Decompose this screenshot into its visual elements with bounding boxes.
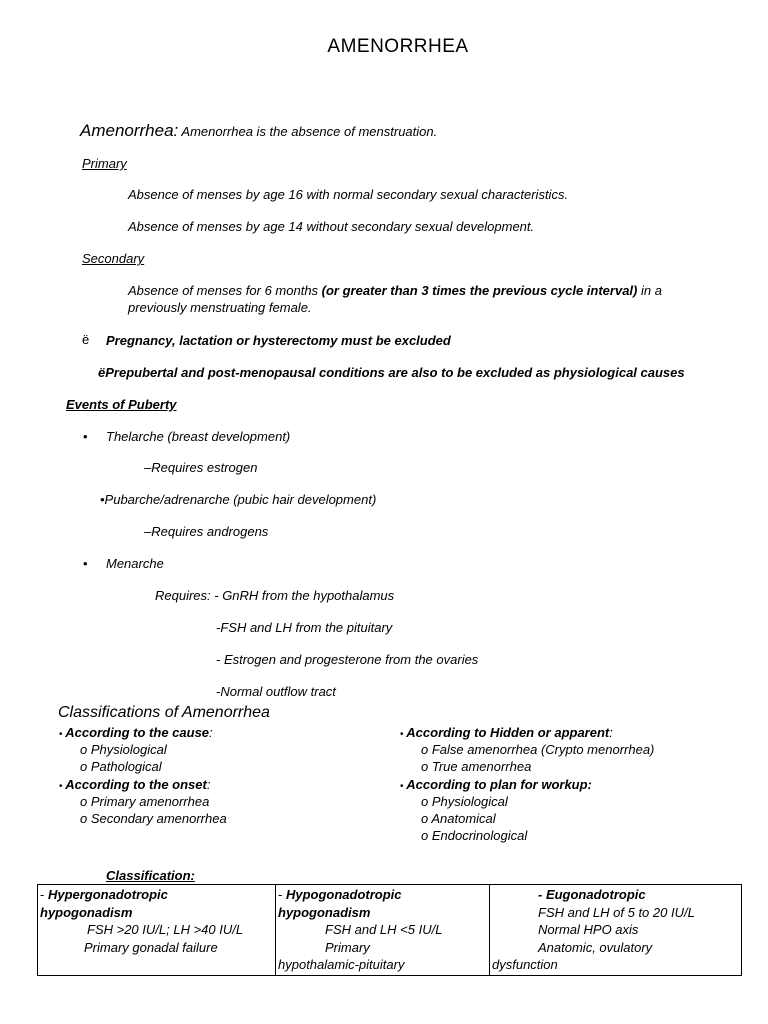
menarche-requires-3: - Estrogen and progesterone from the ovaries	[216, 652, 479, 667]
puberty-heading: Events of Puberty	[66, 397, 177, 412]
note-2: Prepubertal and post-menopausal conditions are also to be excluded as physiological causes	[105, 365, 685, 380]
menarche-requires-1: Requires: - GnRH from the hypothalamus	[155, 588, 395, 603]
note-marker-2: ë	[98, 365, 106, 380]
definition-term: Amenorrhea:	[80, 121, 179, 140]
pubarche-requires: –Requires androgens	[144, 524, 269, 539]
class-left-1-label: • According to the cause:	[59, 725, 213, 740]
classification-table-heading: Classification:	[106, 868, 195, 883]
classifications-heading: Classifications of Amenorrhea	[58, 704, 270, 721]
hypogonadotropic-line-3: hypothalamic-pituitary	[278, 957, 405, 972]
page-title: AMENORRHEA	[327, 36, 469, 57]
hypergonadotropic-line-2: Primary gonadal failure	[84, 939, 218, 955]
secondary-heading: Secondary	[82, 251, 145, 266]
thelarche: Thelarche (breast development)	[106, 429, 291, 444]
secondary-line-2: previously menstruating female.	[128, 300, 312, 315]
menarche: Menarche	[106, 556, 164, 571]
secondary-line-1a: Absence of menses for 6 months	[128, 283, 322, 298]
classification-table	[37, 884, 742, 976]
hypergonadotropic-line-1: FSH >20 IU/L; LH >40 IU/L	[87, 922, 244, 937]
bullet-thelarche: •	[83, 429, 88, 444]
menarche-requires-2: -FSH and LH from the pituitary	[216, 620, 393, 635]
note-1: Pregnancy, lactation or hysterectomy must be excluded	[106, 333, 451, 348]
secondary-line-1c: in a	[637, 283, 662, 298]
table-cell-eugonadotropic	[490, 885, 742, 976]
eugonadotropic-line-4: dysfunction	[492, 957, 558, 972]
note-2-line	[98, 365, 685, 380]
thelarche-requires: –Requires estrogen	[144, 460, 258, 475]
definition-text: Amenorrhea is the absence of menstruation.	[178, 124, 438, 139]
menarche-requires-4: -Normal outflow tract	[216, 684, 336, 699]
class-right-1-item-1: o False amenorrhea (Crypto menorrhea)	[421, 742, 655, 757]
hypogonadotropic-line-1: FSH and LH <5 IU/L	[325, 922, 443, 937]
class-left-2-label: • According to the onset:	[59, 777, 211, 792]
class-right-2-item-1: o Physiological	[421, 794, 508, 809]
secondary-line-1b: (or greater than 3 times the previous cycle interval)	[321, 283, 638, 298]
class-left-1-item-2: o Pathological	[80, 759, 162, 774]
hypogonadotropic-line-2: Primary	[325, 939, 370, 955]
class-right-2-item-3: o Endocrinological	[421, 828, 528, 843]
eugonadotropic-line-3: Anatomic, ovulatory	[538, 939, 653, 955]
definition-line	[80, 121, 437, 141]
hypogonadotropic-title: Hypogonadotropic	[285, 887, 402, 902]
class-left-1-item-1: o Physiological	[80, 742, 167, 757]
class-right-2-label: • According to plan for workup:	[400, 777, 592, 792]
bullet-menarche: •	[83, 556, 88, 571]
primary-heading: Primary	[82, 156, 127, 171]
class-left-2-item-1: o Primary amenorrhea	[80, 794, 210, 809]
primary-item-1: Absence of menses by age 16 with normal secondary sexual characteristics.	[128, 187, 569, 202]
eugonadotropic-title: - Eugonadotropic	[538, 887, 646, 902]
note-marker-1: ë	[82, 332, 90, 347]
eugonadotropic-line-1: FSH and LH of 5 to 20 IU/L	[538, 904, 695, 920]
table-row	[38, 885, 742, 976]
pubarche: •Pubarche/adrenarche (pubic hair development)	[100, 492, 377, 507]
hypergonadotropic-title-2: hypogonadism	[40, 904, 133, 920]
class-right-1-label: • According to Hidden or apparent:	[400, 725, 613, 740]
table-cell-hypergonadotropic: - Hypergonadotropic hypogonadism FSH >20 IU/L; LH >40 IU/L Primary gonadal failure	[38, 885, 276, 976]
eugonadotropic-line-2: Normal HPO axis	[538, 922, 639, 937]
table-cell-hypogonadotropic: - Hypogonadotropic hypogonadism FSH and LH <5 IU/L Primary hypothalamic-pituitary	[276, 885, 490, 976]
hypergonadotropic-title: Hypergonadotropic	[47, 887, 168, 902]
secondary-line-1	[128, 283, 662, 298]
class-right-1-item-2: o True amenorrhea	[421, 759, 532, 774]
class-left-2-item-2: o Secondary amenorrhea	[80, 811, 227, 826]
hypogonadotropic-title-2: hypogonadism	[278, 904, 371, 920]
primary-item-2: Absence of menses by age 14 without secondary sexual development.	[128, 219, 535, 234]
class-right-2-item-2: o Anatomical	[421, 811, 496, 826]
